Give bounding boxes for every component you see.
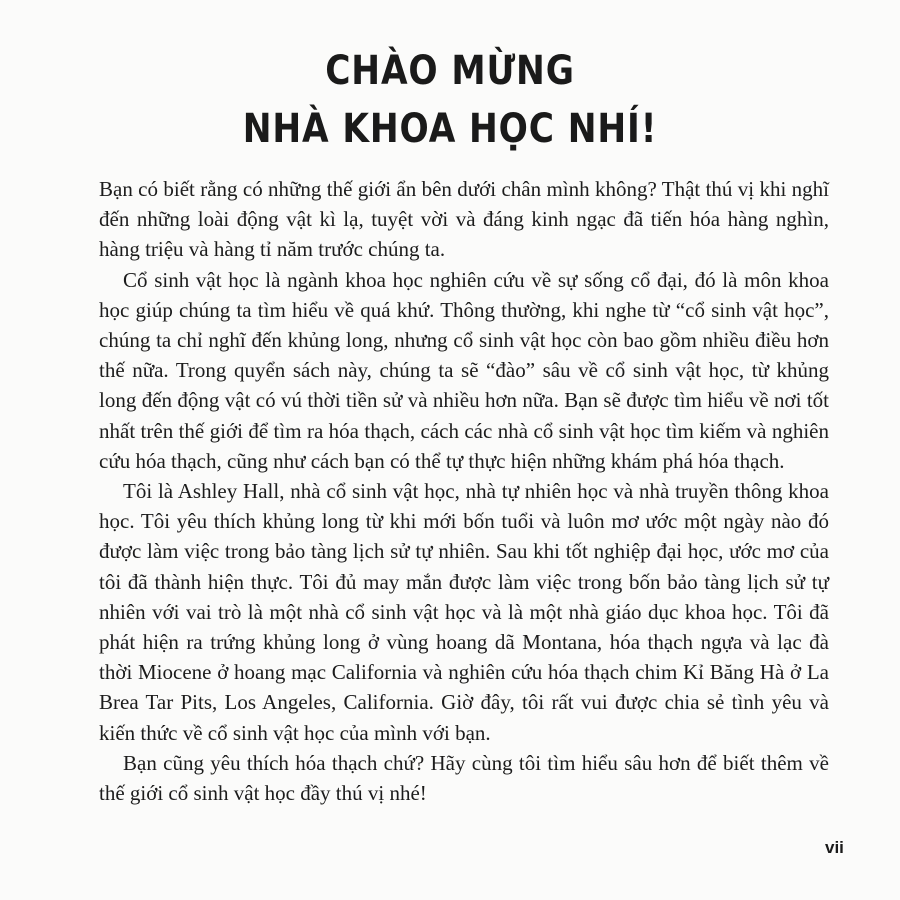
body-text xyxy=(99,174,829,808)
title-line-1: CHÀO MỪNG xyxy=(325,48,575,94)
paragraph-3: Tôi là Ashley Hall, nhà cổ sinh vật học, nhà tự nhiên học và nhà truyền thông khoa học. Tôi yêu thích khủng long từ khi mới bốn tuổi và luôn mơ ước một ngày nào đó được làm việc trong bảo tàng lịch sử tự nhiên. Sau khi tốt nghiệp đại học, ước mơ của tôi đã thành hiện thực. Tôi đủ may mắn được làm việc trong bốn bảo tàng lịch sử tự nhiên với vai trò là một nhà cổ sinh vật học và là một nhà giáo dục khoa học. Tôi đã phát hiện ra trứng khủng long ở vùng hoang dã Montana, hóa thạch ngựa và lạc đà thời Miocene ở hoang mạc California và nghiên cứu hóa thạch chim Kỉ Băng Hà ở La Brea Tar Pits, Los Angeles, California. Giờ đây, tôi rất vui được chia sẻ tình yêu và kiến thức về cổ sinh vật học của mình với bạn. xyxy=(99,479,829,745)
title-line-2: NHÀ KHOA HỌC NHÍ! xyxy=(242,106,658,152)
page-title xyxy=(63,42,837,158)
paragraph-1: Bạn có biết rằng có những thế giới ẩn bên dưới chân mình không? Thật thú vị khi nghĩ đến những loài động vật kì lạ, tuyệt vời và đáng kinh ngạc đã tiến hóa hàng nghìn, hàng triệu và hàng tỉ năm trước chúng ta. xyxy=(99,177,829,262)
page-number: vii xyxy=(825,838,844,857)
paragraph-2: Cổ sinh vật học là ngành khoa học nghiên cứu về sự sống cổ đại, đó là môn khoa học giúp chúng ta tìm hiểu về quá khứ. Thông thường, khi nghe từ “cổ sinh vật học”, chúng ta chỉ nghĩ đến khủng long, nhưng cổ sinh vật học còn bao gồm nhiều điều hơn thế nữa. Trong quyển sách này, chúng ta sẽ “đào” sâu về cổ sinh vật học, từ khủng long đến động vật có vú thời tiền sử và nhiều hơn nữa. Bạn sẽ được tìm hiểu về nơi tốt nhất trên thế giới để tìm ra hóa thạch, cách các nhà cổ sinh vật học tìm kiếm và nghiên cứu hóa thạch, cũng như cách bạn có thể tự thực hiện những khám phá hóa thạch. xyxy=(99,267,829,473)
paragraph-4: Bạn cũng yêu thích hóa thạch chứ? Hãy cùng tôi tìm hiểu sâu hơn để biết thêm về thế giới cổ sinh vật học đầy thú vị nhé! xyxy=(99,750,829,806)
